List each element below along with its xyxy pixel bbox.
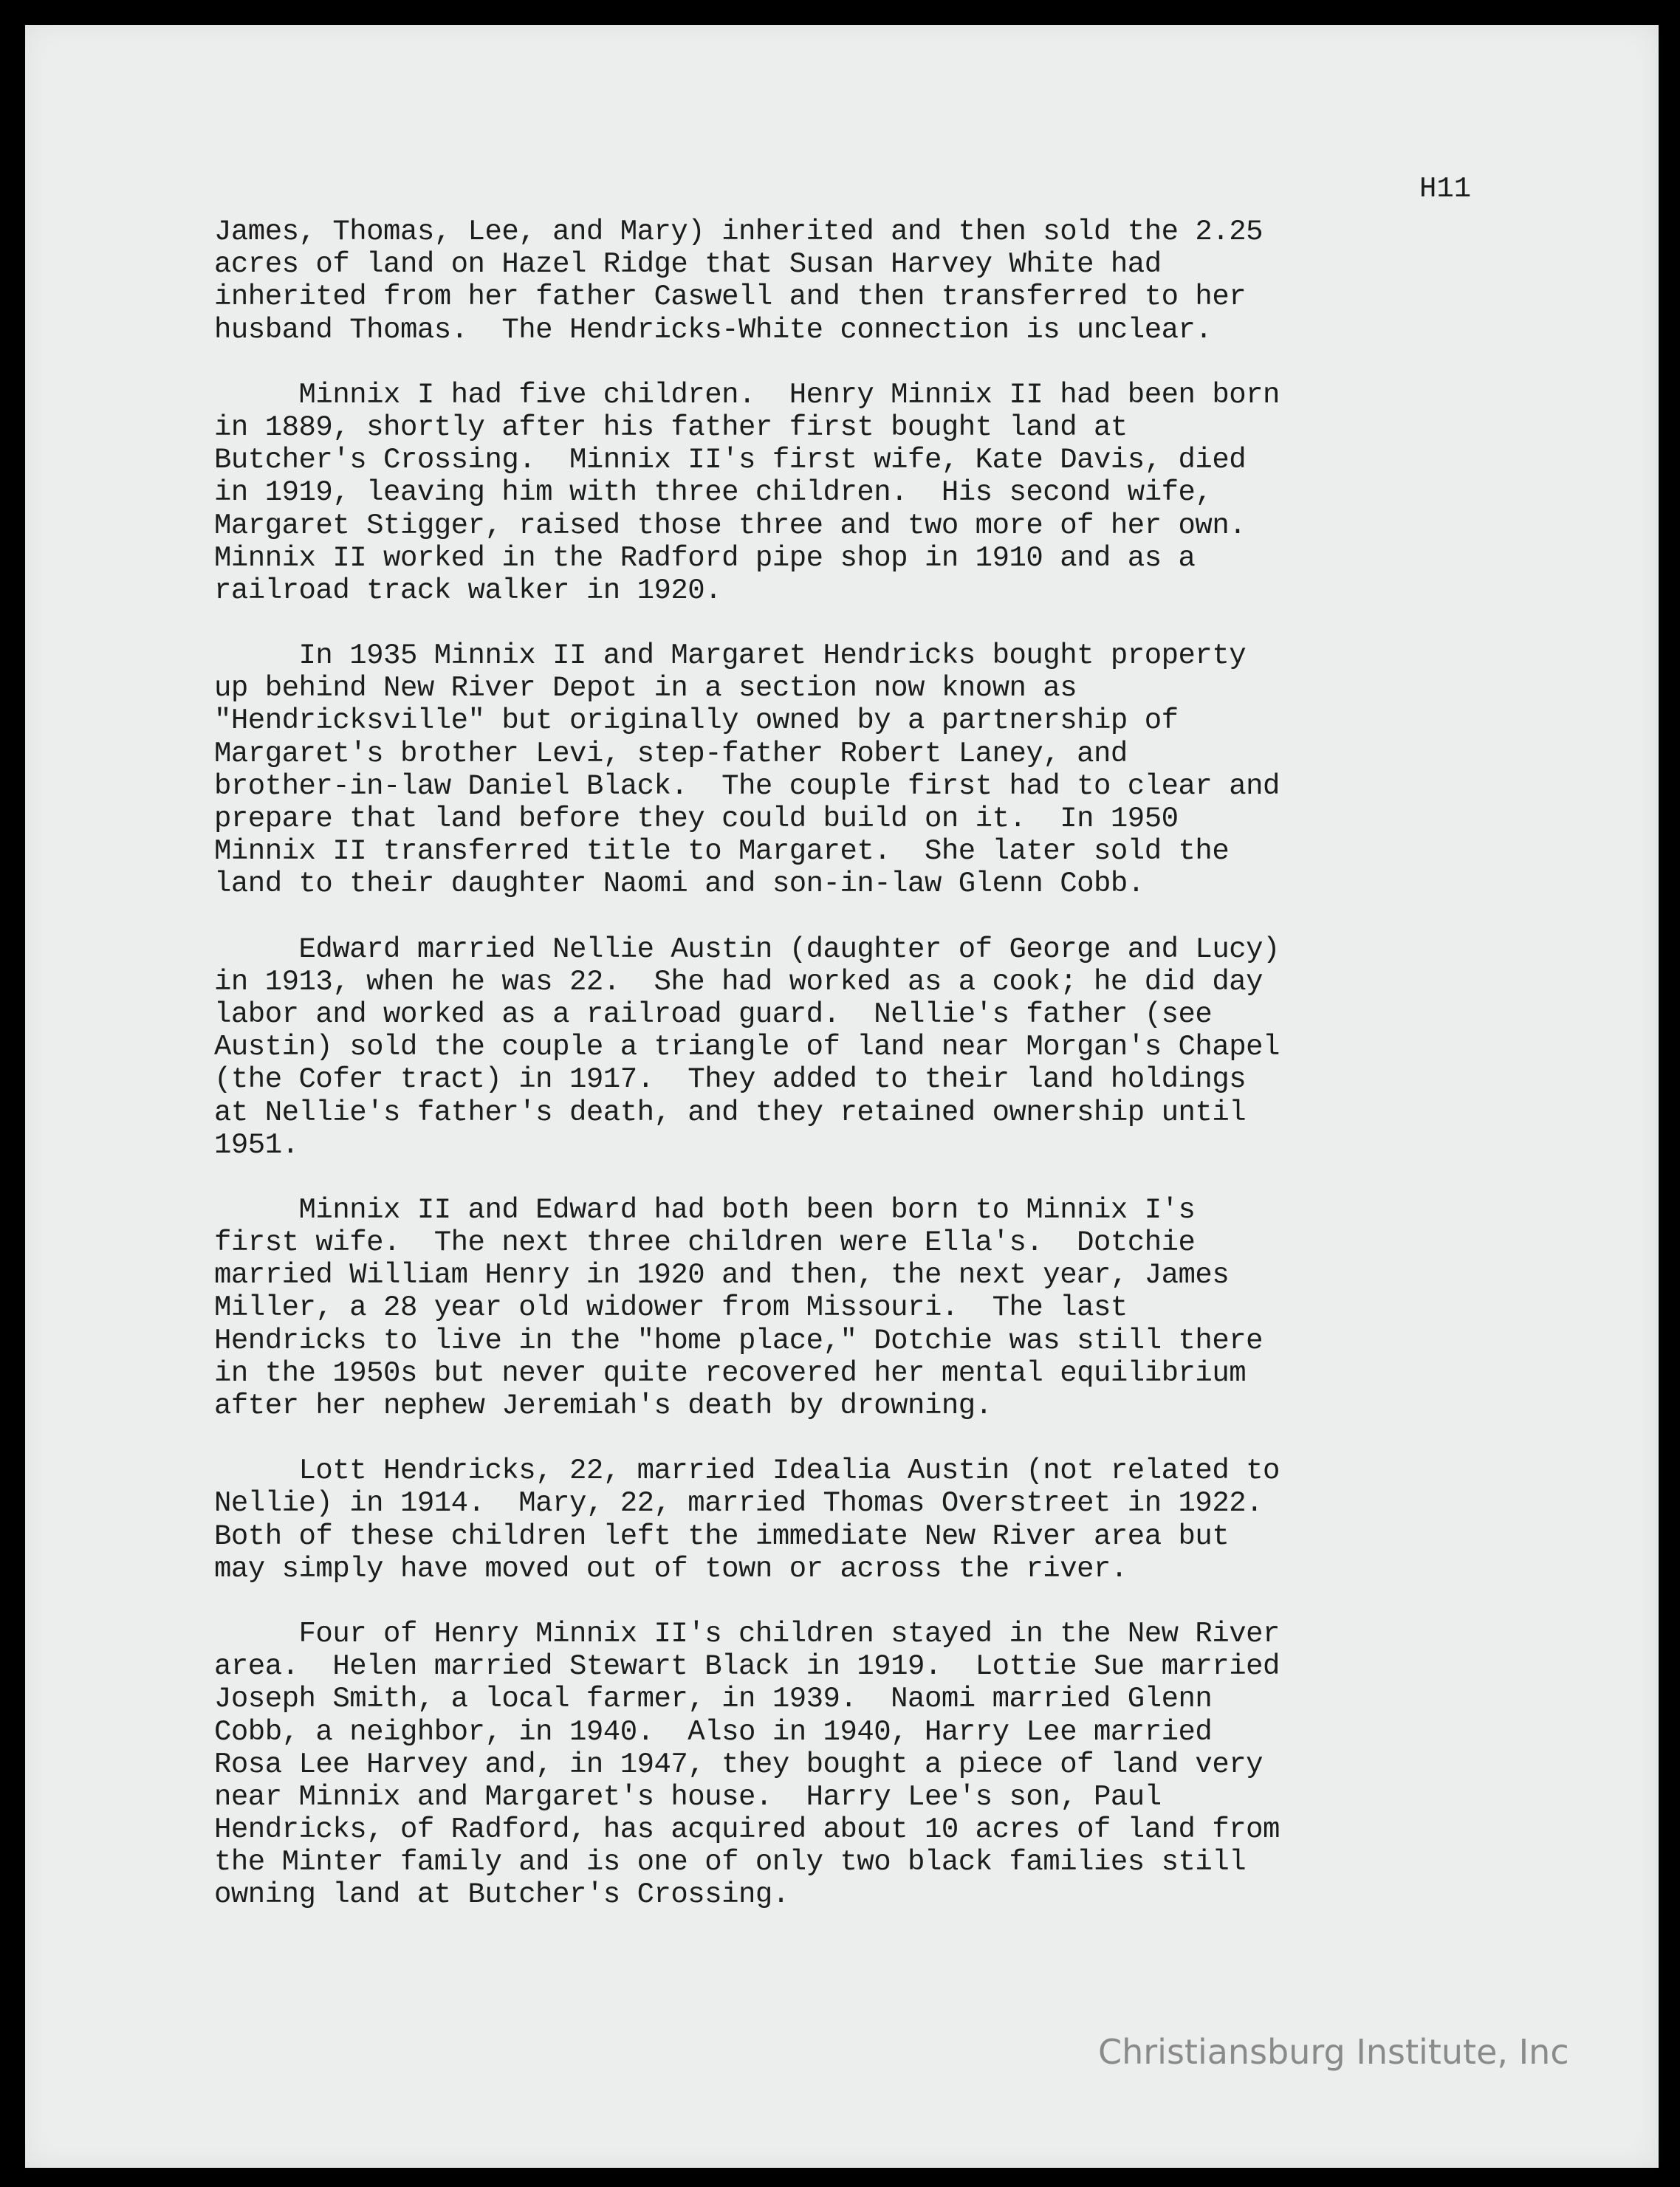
- text-line: labor and worked as a railroad guard. Nellie's father (see: [214, 998, 1213, 1031]
- text-line: Nellie) in 1914. Mary, 22, married Thomas Overstreet in 1922.: [214, 1487, 1264, 1520]
- text-line: (the Cofer tract) in 1917. They added to their land holdings: [214, 1063, 1247, 1096]
- text-line: railroad track walker in 1920.: [214, 574, 722, 607]
- text-line: Minnix II worked in the Radford pipe shop in 1910 and as a: [214, 541, 1196, 574]
- paragraph: [214, 933, 1484, 1161]
- text-line: Cobb, a neighbor, in 1940. Also in 1940, Harry Lee married: [214, 1715, 1213, 1748]
- text-line: in 1913, when he was 22. She had worked as a cook; he did day: [214, 965, 1264, 998]
- text-line: Four of Henry Minnix II's children stayed in the New River: [214, 1617, 1280, 1650]
- text-line: the Minter family and is one of only two black families still: [214, 1846, 1247, 1879]
- paragraph: [214, 1455, 1484, 1585]
- text-line: Both of these children left the immediate New River area but: [214, 1520, 1230, 1553]
- text-line: Margaret's brother Levi, step-father Robert Laney, and: [214, 737, 1128, 770]
- text-line: Miller, a 28 year old widower from Missouri. The last: [214, 1291, 1128, 1325]
- paragraph: [214, 1618, 1484, 1912]
- paragraph: [214, 379, 1484, 607]
- text-line: "Hendricksville" but originally owned by a partnership of: [214, 704, 1179, 738]
- text-line: inherited from her father Caswell and then transferred to her: [214, 281, 1247, 314]
- text-line: area. Helen married Stewart Black in 1919. Lottie Sue married: [214, 1650, 1280, 1683]
- text-line: after her nephew Jeremiah's death by drowning.: [214, 1390, 992, 1422]
- text-line: may simply have moved out of town or across the river.: [214, 1552, 1128, 1585]
- text-line: married William Henry in 1920 and then, the next year, James: [214, 1259, 1230, 1292]
- text-line: Rosa Lee Harvey and, in 1947, they bought a piece of land very: [214, 1748, 1264, 1781]
- text-line: near Minnix and Margaret's house. Harry Lee's son, Paul: [214, 1780, 1162, 1813]
- text-line: husband Thomas. The Hendricks-White connection is unclear.: [214, 313, 1213, 346]
- text-line: at Nellie's father's death, and they retained ownership until: [214, 1096, 1247, 1129]
- text-line: In 1935 Minnix II and Margaret Hendricks bought property: [214, 639, 1247, 673]
- paragraph: [214, 216, 1484, 346]
- text-line: Minnix II transferred title to Margaret. She later sold the: [214, 835, 1230, 868]
- text-line: first wife. The next three children were Ella's. Dotchie: [214, 1226, 1196, 1260]
- document-body: [214, 216, 1484, 1944]
- text-line: James, Thomas, Lee, and Mary) inherited and then sold the 2.25: [214, 216, 1264, 248]
- text-line: Minnix II and Edward had both been born to Minnix I's: [214, 1193, 1196, 1226]
- watermark: Christiansburg Institute, Inc: [1098, 2032, 1569, 2072]
- text-line: in the 1950s but never quite recovered her mental equilibrium: [214, 1356, 1247, 1390]
- paragraph: [214, 639, 1484, 901]
- text-line: Austin) sold the couple a triangle of land near Morgan's Chapel: [214, 1031, 1280, 1064]
- paragraph: [214, 1194, 1484, 1422]
- text-line: acres of land on Hazel Ridge that Susan Harvey White had: [214, 248, 1162, 281]
- text-line: in 1889, shortly after his father first bought land at: [214, 411, 1128, 444]
- text-line: in 1919, leaving him with three children. His second wife,: [214, 476, 1213, 509]
- text-line: up behind New River Depot in a section now known as: [214, 672, 1077, 705]
- text-line: Edward married Nellie Austin (daughter of George and Lucy): [214, 933, 1280, 966]
- text-line: Hendricks, of Radford, has acquired about 10 acres of land from: [214, 1813, 1280, 1847]
- text-line: Lott Hendricks, 22, married Idealia Austin (not related to: [214, 1455, 1280, 1488]
- text-line: Margaret Stigger, raised those three and two more of her own.: [214, 509, 1247, 542]
- text-line: Butcher's Crossing. Minnix II's first wife, Kate Davis, died: [214, 444, 1247, 477]
- text-line: owning land at Butcher's Crossing.: [214, 1878, 789, 1912]
- text-line: land to their daughter Naomi and son-in-law Glenn Cobb.: [214, 868, 1145, 901]
- text-line: Minnix I had five children. Henry Minnix II had been born: [214, 378, 1280, 411]
- text-line: 1951.: [214, 1128, 299, 1161]
- text-line: Joseph Smith, a local farmer, in 1939. Naomi married Glenn: [214, 1683, 1213, 1716]
- text-line: brother-in-law Daniel Black. The couple first had to clear and: [214, 769, 1280, 803]
- text-line: Hendricks to live in the "home place," Dotchie was still there: [214, 1324, 1264, 1357]
- text-line: prepare that land before they could build on it. In 1950: [214, 803, 1179, 835]
- page-number: H11: [1419, 173, 1472, 205]
